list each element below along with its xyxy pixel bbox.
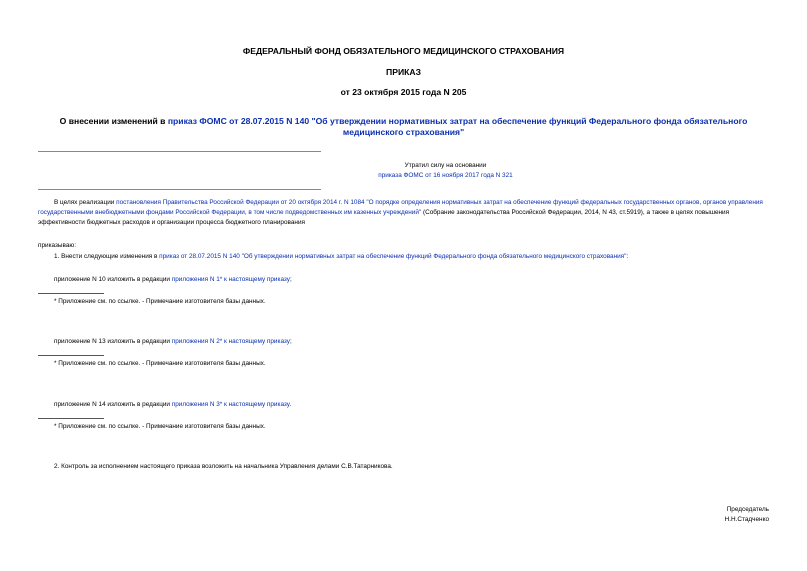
preamble-end: (Собрание законодательства Российской Федерации, 2014, N 43, ст.5919), а также в целях повышения эффективности бюджетных расходов и организации процесса бюджетного планирования [38, 209, 730, 226]
annex-prefix: приложение N 10 изложить в редакции [54, 276, 172, 283]
divider-top [38, 151, 321, 152]
item-1-link[interactable]: приказ от 28.07.2015 N 140 "Об утверждении нормативных затрат на обеспечение функций Федерального фонда обязательного медицинского страхования" [159, 253, 627, 260]
annex-line [54, 337, 292, 347]
footnote-rule [38, 355, 104, 356]
annex-line [54, 400, 291, 410]
status-link[interactable]: приказа ФОМС от 16 ноября 2017 года N 321 [378, 172, 513, 179]
footnote-rule [38, 418, 104, 419]
doc-title [40, 116, 767, 138]
item-1-suffix: : [626, 253, 629, 260]
annex-link[interactable]: приложения N 1* к настоящему приказу [171, 276, 290, 283]
annex-suffix: . [289, 401, 292, 408]
item-1-prefix: 1. Внести следующие изменения в [54, 253, 160, 260]
signature-block [725, 505, 769, 525]
status-note [330, 161, 561, 181]
annex-line [54, 275, 292, 285]
annex-suffix: ; [289, 338, 292, 345]
divider-bottom [38, 189, 321, 190]
annex-link[interactable]: приложения N 2* к настоящему приказу [171, 338, 290, 345]
footnote: * Приложение см. по ссылке. - Примечание изготовителя базы данных. [54, 423, 266, 430]
signature-role: Председатель [726, 506, 769, 513]
signature-name: Н.Н.Стадченко [724, 516, 769, 523]
annex-suffix: ; [289, 276, 292, 283]
footnote: * Приложение см. по ссылке. - Примечание изготовителя базы данных. [54, 360, 266, 367]
annex-prefix: приложение N 13 изложить в редакции [54, 338, 172, 345]
preamble-start: В целях реализации [54, 199, 117, 206]
title-prefix: О внесении изменений в [59, 116, 168, 126]
title-link[interactable]: приказ ФОМС от 28.07.2015 N 140 "Об утверждении нормативных затрат на обеспечение функций Федерального фонда обязательного медицинского страхования" [167, 116, 748, 137]
footnote: * Приложение см. по ссылке. - Примечание изготовителя базы данных. [54, 298, 266, 305]
preamble-link[interactable]: постановления Правительства Российской Федерации от 20 октября 2014 г. N 1084 "О порядке определения нормативных затрат на обеспечение функций федеральных государственных органов, органов управления государственными внебюджетными фондами Российской Федерации, в том числе подведомственных им казенных учреждений" [38, 199, 763, 216]
org-heading: ФЕДЕРАЛЬНЫЙ ФОНД ОБЯЗАТЕЛЬНОГО МЕДИЦИНСКОГО СТРАХОВАНИЯ [242, 46, 565, 56]
annex-link[interactable]: приложения N 3* к настоящему приказу [171, 401, 290, 408]
order-word: приказываю: [38, 242, 76, 249]
doc-date: от 23 октября 2015 года N 205 [340, 87, 467, 97]
footnote-rule [38, 293, 104, 294]
preamble [38, 198, 769, 228]
status-line: Утратил силу на основании [404, 162, 487, 169]
annex-prefix: приложение N 14 изложить в редакции [54, 401, 172, 408]
item-2: 2. Контроль за исполнением настоящего приказа возложить на начальника Управления делами С.В.Татарникова. [54, 463, 393, 470]
doc-type-heading: ПРИКАЗ [386, 67, 421, 77]
item-1 [54, 252, 769, 262]
